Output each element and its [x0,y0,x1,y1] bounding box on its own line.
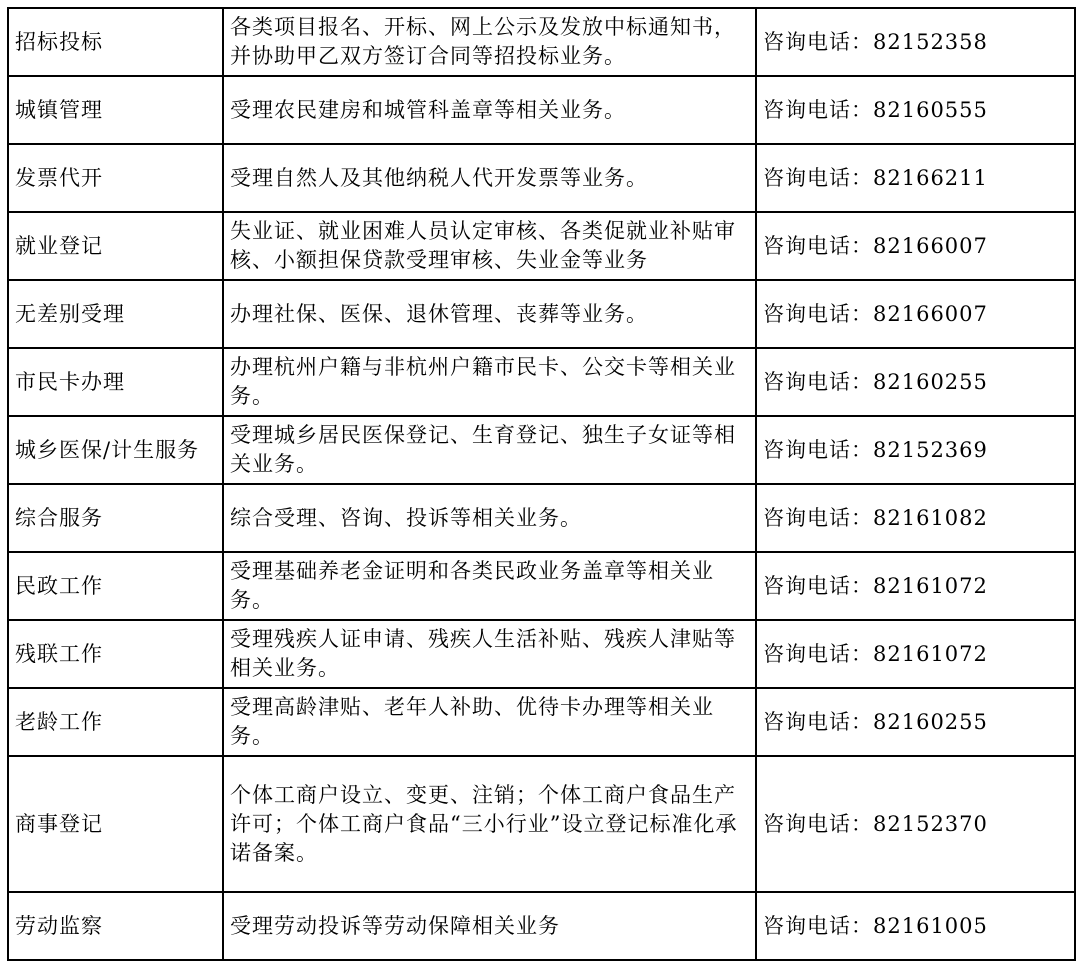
service-description: 受理基础养老金证明和各类民政业务盖章等相关业务。 [223,552,756,620]
service-name: 市民卡办理 [8,348,223,416]
service-name: 劳动监察 [8,892,223,960]
service-phone: 咨询电话：82152358 [756,8,1075,76]
service-name: 城乡医保/计生服务 [8,416,223,484]
service-description: 个体工商户设立、变更、注销；个体工商户食品生产许可；个体工商户食品“三小行业”设立登记标准化承诺备案。 [223,756,756,892]
service-name: 无差别受理 [8,280,223,348]
service-description: 办理社保、医保、退休管理、丧葬等业务。 [223,280,756,348]
table-row [8,688,1075,756]
service-description: 受理高龄津贴、老年人补助、优待卡办理等相关业务。 [223,688,756,756]
service-name: 老龄工作 [8,688,223,756]
table-row [8,892,1075,960]
service-phone: 咨询电话：82166211 [756,144,1075,212]
service-phone: 咨询电话：82160255 [756,348,1075,416]
service-description: 受理劳动投诉等劳动保障相关业务 [223,892,756,960]
table-row [8,144,1075,212]
service-phone: 咨询电话：82161005 [756,892,1075,960]
service-phone: 咨询电话：82161072 [756,552,1075,620]
service-description: 各类项目报名、开标、网上公示及发放中标通知书，并协助甲乙双方签订合同等招投标业务。 [223,8,756,76]
table-row [8,76,1075,144]
service-name: 发票代开 [8,144,223,212]
service-phone: 咨询电话：82160555 [756,76,1075,144]
table-row [8,348,1075,416]
service-name: 民政工作 [8,552,223,620]
service-table [7,7,1076,961]
service-name: 就业登记 [8,212,223,280]
service-name: 招标投标 [8,8,223,76]
service-name: 城镇管理 [8,76,223,144]
table-row [8,552,1075,620]
service-phone: 咨询电话：82152369 [756,416,1075,484]
service-phone: 咨询电话：82152370 [756,756,1075,892]
service-name: 商事登记 [8,756,223,892]
service-description: 受理残疾人证申请、残疾人生活补贴、残疾人津贴等相关业务。 [223,620,756,688]
service-phone: 咨询电话：82161072 [756,620,1075,688]
service-phone: 咨询电话：82161082 [756,484,1075,552]
table-row [8,8,1075,76]
service-description: 受理农民建房和城管科盖章等相关业务。 [223,76,756,144]
table-row [8,416,1075,484]
service-phone: 咨询电话：82160255 [756,688,1075,756]
table-row [8,756,1075,892]
service-phone: 咨询电话：82166007 [756,212,1075,280]
service-name: 残联工作 [8,620,223,688]
service-description: 失业证、就业困难人员认定审核、各类促就业补贴审核、小额担保贷款受理审核、失业金等业务 [223,212,756,280]
service-description: 受理自然人及其他纳税人代开发票等业务。 [223,144,756,212]
service-description: 受理城乡居民医保登记、生育登记、独生子女证等相关业务。 [223,416,756,484]
service-phone: 咨询电话：82166007 [756,280,1075,348]
table-row [8,280,1075,348]
table-row [8,484,1075,552]
service-description: 综合受理、咨询、投诉等相关业务。 [223,484,756,552]
service-name: 综合服务 [8,484,223,552]
table-row [8,212,1075,280]
service-description: 办理杭州户籍与非杭州户籍市民卡、公交卡等相关业务。 [223,348,756,416]
table-row [8,620,1075,688]
